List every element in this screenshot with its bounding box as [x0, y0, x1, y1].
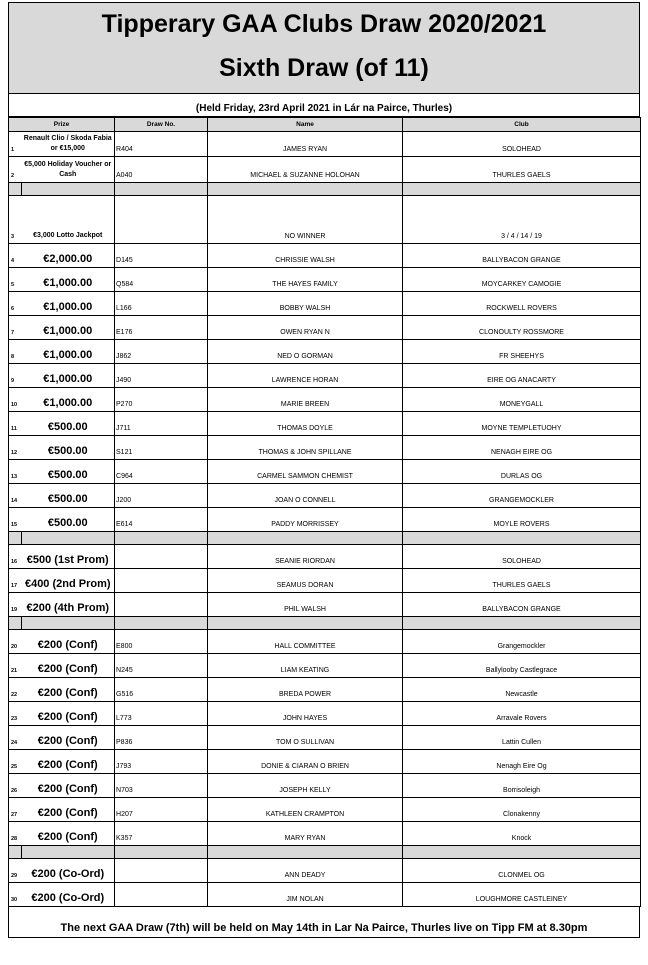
- prize-cell: €3,000 Lotto Jackpot: [22, 196, 115, 244]
- winner-name-cell: JOAN O CONNELL: [208, 484, 403, 508]
- table-row: [9, 196, 641, 244]
- club-cell: EIRE OG ANACARTY: [403, 364, 641, 388]
- table-row: [9, 630, 641, 654]
- page-subtitle: Sixth Draw (of 11): [219, 54, 429, 82]
- prize-cell: €200 (Conf): [22, 822, 115, 846]
- row-number: 24: [9, 726, 22, 750]
- table-row: [9, 484, 641, 508]
- row-number: 14: [9, 484, 22, 508]
- club-cell: THURLES GAELS: [403, 569, 641, 593]
- prize-cell: €1,000.00: [22, 340, 115, 364]
- draw-number-cell: N245: [115, 654, 208, 678]
- table-row: [9, 750, 641, 774]
- prize-cell: €2,000.00: [22, 244, 115, 268]
- club-cell: BALLYBACON GRANGE: [403, 244, 641, 268]
- prize-cell: €500.00: [22, 484, 115, 508]
- draw-number-cell: H207: [115, 798, 208, 822]
- separator-cell: [115, 183, 208, 196]
- results-body: [9, 132, 641, 907]
- col-header-name: Name: [208, 118, 403, 132]
- prize-cell: €200 (Co-Ord): [22, 883, 115, 907]
- winner-name-cell: THOMAS DOYLE: [208, 412, 403, 436]
- prize-cell: €200 (Co-Ord): [22, 859, 115, 883]
- separator-cell: [208, 532, 403, 545]
- table-row: [9, 436, 641, 460]
- separator-cell: [22, 617, 115, 630]
- row-number: 22: [9, 678, 22, 702]
- club-cell: Grangemockler: [403, 630, 641, 654]
- separator-cell: [115, 846, 208, 859]
- draw-number-cell: K357: [115, 822, 208, 846]
- prize-cell: €1,000.00: [22, 364, 115, 388]
- club-cell: CLONOULTY ROSSMORE: [403, 316, 641, 340]
- club-cell: Knock: [403, 822, 641, 846]
- table-row: [9, 678, 641, 702]
- club-cell: ROCKWELL ROVERS: [403, 292, 641, 316]
- separator-cell: [403, 846, 641, 859]
- winner-name-cell: THOMAS & JOHN SPILLANE: [208, 436, 403, 460]
- table-header-row: [9, 118, 641, 132]
- table-row: [9, 364, 641, 388]
- separator-cell: [403, 183, 641, 196]
- table-row: [9, 157, 641, 183]
- row-number: 10: [9, 388, 22, 412]
- winner-name-cell: TOM O SULLIVAN: [208, 726, 403, 750]
- table-row: [9, 460, 641, 484]
- row-number: 1: [9, 132, 22, 157]
- row-number: 23: [9, 702, 22, 726]
- draw-number-cell: [115, 883, 208, 907]
- winner-name-cell: MARIE BREEN: [208, 388, 403, 412]
- row-number: 17: [9, 569, 22, 593]
- club-cell: DURLAS OG: [403, 460, 641, 484]
- row-number: 5: [9, 268, 22, 292]
- separator-cell: [22, 183, 115, 196]
- club-cell: BALLYBACON GRANGE: [403, 593, 641, 617]
- draw-number-cell: [115, 196, 208, 244]
- prize-cell: €200 (Conf): [22, 726, 115, 750]
- separator-cell: [9, 846, 22, 859]
- row-number: 15: [9, 508, 22, 532]
- prize-cell: Renault Clio / Skoda Fabia or €15,000: [22, 132, 115, 157]
- page-title: Tipperary GAA Clubs Draw 2020/2021: [101, 10, 547, 38]
- club-cell: Borrisoleigh: [403, 774, 641, 798]
- draw-number-cell: E176: [115, 316, 208, 340]
- winner-name-cell: CARMEL SAMMON CHEMIST: [208, 460, 403, 484]
- table-row: [9, 798, 641, 822]
- table-row: [9, 726, 641, 750]
- row-number: 25: [9, 750, 22, 774]
- row-number: 4: [9, 244, 22, 268]
- table-row: [9, 132, 641, 157]
- separator-cell: [208, 617, 403, 630]
- table-row: [9, 883, 641, 907]
- prize-cell: €200 (Conf): [22, 702, 115, 726]
- prize-cell: €400 (2nd Prom): [22, 569, 115, 593]
- prize-cell: €200 (4th Prom): [22, 593, 115, 617]
- table-row: [9, 316, 641, 340]
- row-number: 27: [9, 798, 22, 822]
- table-row: [9, 654, 641, 678]
- col-header-draw-no: Draw No.: [115, 118, 208, 132]
- separator-row: [9, 532, 641, 545]
- row-number: 29: [9, 859, 22, 883]
- winner-name-cell: BREDA POWER: [208, 678, 403, 702]
- row-number: 11: [9, 412, 22, 436]
- club-cell: FR SHEEHYS: [403, 340, 641, 364]
- club-cell: MOYCARKEY CAMOGIE: [403, 268, 641, 292]
- club-cell: Nenagh Eire Og: [403, 750, 641, 774]
- row-number: 30: [9, 883, 22, 907]
- row-number: 2: [9, 157, 22, 183]
- table-row: [9, 244, 641, 268]
- draw-number-cell: E800: [115, 630, 208, 654]
- draw-number-cell: [115, 859, 208, 883]
- prize-cell: €1,000.00: [22, 292, 115, 316]
- club-cell: GRANGEMOCKLER: [403, 484, 641, 508]
- prize-cell: €5,000 Holiday Voucher or Cash: [22, 157, 115, 183]
- row-number: 20: [9, 630, 22, 654]
- draw-number-cell: [115, 593, 208, 617]
- table-row: [9, 545, 641, 569]
- club-cell: Arravale Rovers: [403, 702, 641, 726]
- winner-name-cell: CHRISSIE WALSH: [208, 244, 403, 268]
- winner-name-cell: SEAMUS DORAN: [208, 569, 403, 593]
- row-number: 8: [9, 340, 22, 364]
- club-cell: MOYNE TEMPLETUOHY: [403, 412, 641, 436]
- held-info: (Held Friday, 23rd April 2021 in Lár na Pairce, Thurles): [8, 94, 640, 117]
- row-number: 26: [9, 774, 22, 798]
- club-cell: Lattin Cullen: [403, 726, 641, 750]
- separator-cell: [9, 617, 22, 630]
- row-number: 3: [9, 196, 22, 244]
- prize-cell: €500.00: [22, 412, 115, 436]
- separator-cell: [22, 532, 115, 545]
- winner-name-cell: LIAM KEATING: [208, 654, 403, 678]
- separator-cell: [115, 617, 208, 630]
- prize-cell: €200 (Conf): [22, 678, 115, 702]
- row-number: 16: [9, 545, 22, 569]
- winner-name-cell: MARY RYAN: [208, 822, 403, 846]
- winner-name-cell: JOSEPH KELLY: [208, 774, 403, 798]
- winner-name-cell: NED O GORMAN: [208, 340, 403, 364]
- winner-name-cell: OWEN RYAN N: [208, 316, 403, 340]
- row-number: 7: [9, 316, 22, 340]
- prize-cell: €1,000.00: [22, 268, 115, 292]
- winner-name-cell: JOHN HAYES: [208, 702, 403, 726]
- separator-cell: [403, 617, 641, 630]
- draw-number-cell: J862: [115, 340, 208, 364]
- row-number: 28: [9, 822, 22, 846]
- prize-cell: €200 (Conf): [22, 750, 115, 774]
- draw-results-sheet: [8, 2, 640, 938]
- winner-name-cell: DONIE & CIARAN O BRIEN: [208, 750, 403, 774]
- draw-number-cell: Q584: [115, 268, 208, 292]
- club-cell: THURLES GAELS: [403, 157, 641, 183]
- separator-cell: [9, 183, 22, 196]
- draw-number-cell: J793: [115, 750, 208, 774]
- draw-number-cell: R404: [115, 132, 208, 157]
- prize-cell: €500.00: [22, 460, 115, 484]
- club-cell: SOLOHEAD: [403, 545, 641, 569]
- separator-row: [9, 617, 641, 630]
- draw-number-cell: [115, 569, 208, 593]
- winner-name-cell: PADDY MORRISSEY: [208, 508, 403, 532]
- winner-name-cell: KATHLEEN CRAMPTON: [208, 798, 403, 822]
- col-header-club: Club: [403, 118, 641, 132]
- winner-name-cell: NO WINNER: [208, 196, 403, 244]
- club-cell: Newcastle: [403, 678, 641, 702]
- separator-cell: [208, 846, 403, 859]
- separator-cell: [115, 532, 208, 545]
- prize-cell: €200 (Conf): [22, 654, 115, 678]
- title-banner: [8, 2, 640, 94]
- draw-number-cell: A040: [115, 157, 208, 183]
- table-row: [9, 822, 641, 846]
- table-row: [9, 569, 641, 593]
- winner-name-cell: SEANIE RIORDAN: [208, 545, 403, 569]
- table-row: [9, 859, 641, 883]
- table-row: [9, 388, 641, 412]
- separator-row: [9, 846, 641, 859]
- footer-note: The next GAA Draw (7th) will be held on May 14th in Lar Na Pairce, Thurles live on Tipp FM at 8.30pm: [8, 907, 640, 938]
- row-number: 9: [9, 364, 22, 388]
- winner-name-cell: ANN DEADY: [208, 859, 403, 883]
- club-cell: MONEYGALL: [403, 388, 641, 412]
- draw-number-cell: D145: [115, 244, 208, 268]
- prize-cell: €1,000.00: [22, 316, 115, 340]
- draw-number-cell: N703: [115, 774, 208, 798]
- winner-name-cell: MICHAEL & SUZANNE HOLOHAN: [208, 157, 403, 183]
- prize-cell: €1,000.00: [22, 388, 115, 412]
- draw-number-cell: C964: [115, 460, 208, 484]
- prize-cell: €500.00: [22, 508, 115, 532]
- draw-number-cell: J200: [115, 484, 208, 508]
- table-row: [9, 268, 641, 292]
- winner-name-cell: LAWRENCE HORAN: [208, 364, 403, 388]
- col-header-prize: Prize: [9, 118, 115, 132]
- draw-number-cell: P270: [115, 388, 208, 412]
- winner-name-cell: JAMES RYAN: [208, 132, 403, 157]
- prize-cell: €200 (Conf): [22, 798, 115, 822]
- draw-number-cell: L773: [115, 702, 208, 726]
- separator-cell: [22, 846, 115, 859]
- club-cell: LOUGHMORE CASTLEINEY: [403, 883, 641, 907]
- club-cell: MOYLE ROVERS: [403, 508, 641, 532]
- club-cell: CLONMEL OG: [403, 859, 641, 883]
- club-cell: 3 / 4 / 14 / 19: [403, 196, 641, 244]
- separator-cell: [403, 532, 641, 545]
- row-number: 6: [9, 292, 22, 316]
- prize-cell: €200 (Conf): [22, 630, 115, 654]
- prize-cell: €500.00: [22, 436, 115, 460]
- winner-name-cell: HALL COMMITTEE: [208, 630, 403, 654]
- draw-number-cell: L166: [115, 292, 208, 316]
- prize-cell: €200 (Conf): [22, 774, 115, 798]
- row-number: 13: [9, 460, 22, 484]
- draw-number-cell: [115, 545, 208, 569]
- draw-number-cell: J490: [115, 364, 208, 388]
- table-row: [9, 774, 641, 798]
- separator-cell: [208, 183, 403, 196]
- winner-name-cell: BOBBY WALSH: [208, 292, 403, 316]
- draw-number-cell: G516: [115, 678, 208, 702]
- winner-name-cell: JIM NOLAN: [208, 883, 403, 907]
- table-row: [9, 412, 641, 436]
- prize-cell: €500 (1st Prom): [22, 545, 115, 569]
- club-cell: NENAGH EIRE OG: [403, 436, 641, 460]
- club-cell: Clonakenny: [403, 798, 641, 822]
- draw-number-cell: E614: [115, 508, 208, 532]
- row-number: 21: [9, 654, 22, 678]
- row-number: 19: [9, 593, 22, 617]
- table-row: [9, 292, 641, 316]
- table-row: [9, 340, 641, 364]
- draw-number-cell: S121: [115, 436, 208, 460]
- separator-row: [9, 183, 641, 196]
- table-row: [9, 593, 641, 617]
- draw-number-cell: J711: [115, 412, 208, 436]
- row-number: 12: [9, 436, 22, 460]
- winner-name-cell: PHIL WALSH: [208, 593, 403, 617]
- club-cell: SOLOHEAD: [403, 132, 641, 157]
- winner-name-cell: THE HAYES FAMILY: [208, 268, 403, 292]
- club-cell: Ballylooby Castlegrace: [403, 654, 641, 678]
- table-row: [9, 508, 641, 532]
- table-row: [9, 702, 641, 726]
- results-table: [8, 117, 641, 907]
- separator-cell: [9, 532, 22, 545]
- draw-number-cell: P836: [115, 726, 208, 750]
